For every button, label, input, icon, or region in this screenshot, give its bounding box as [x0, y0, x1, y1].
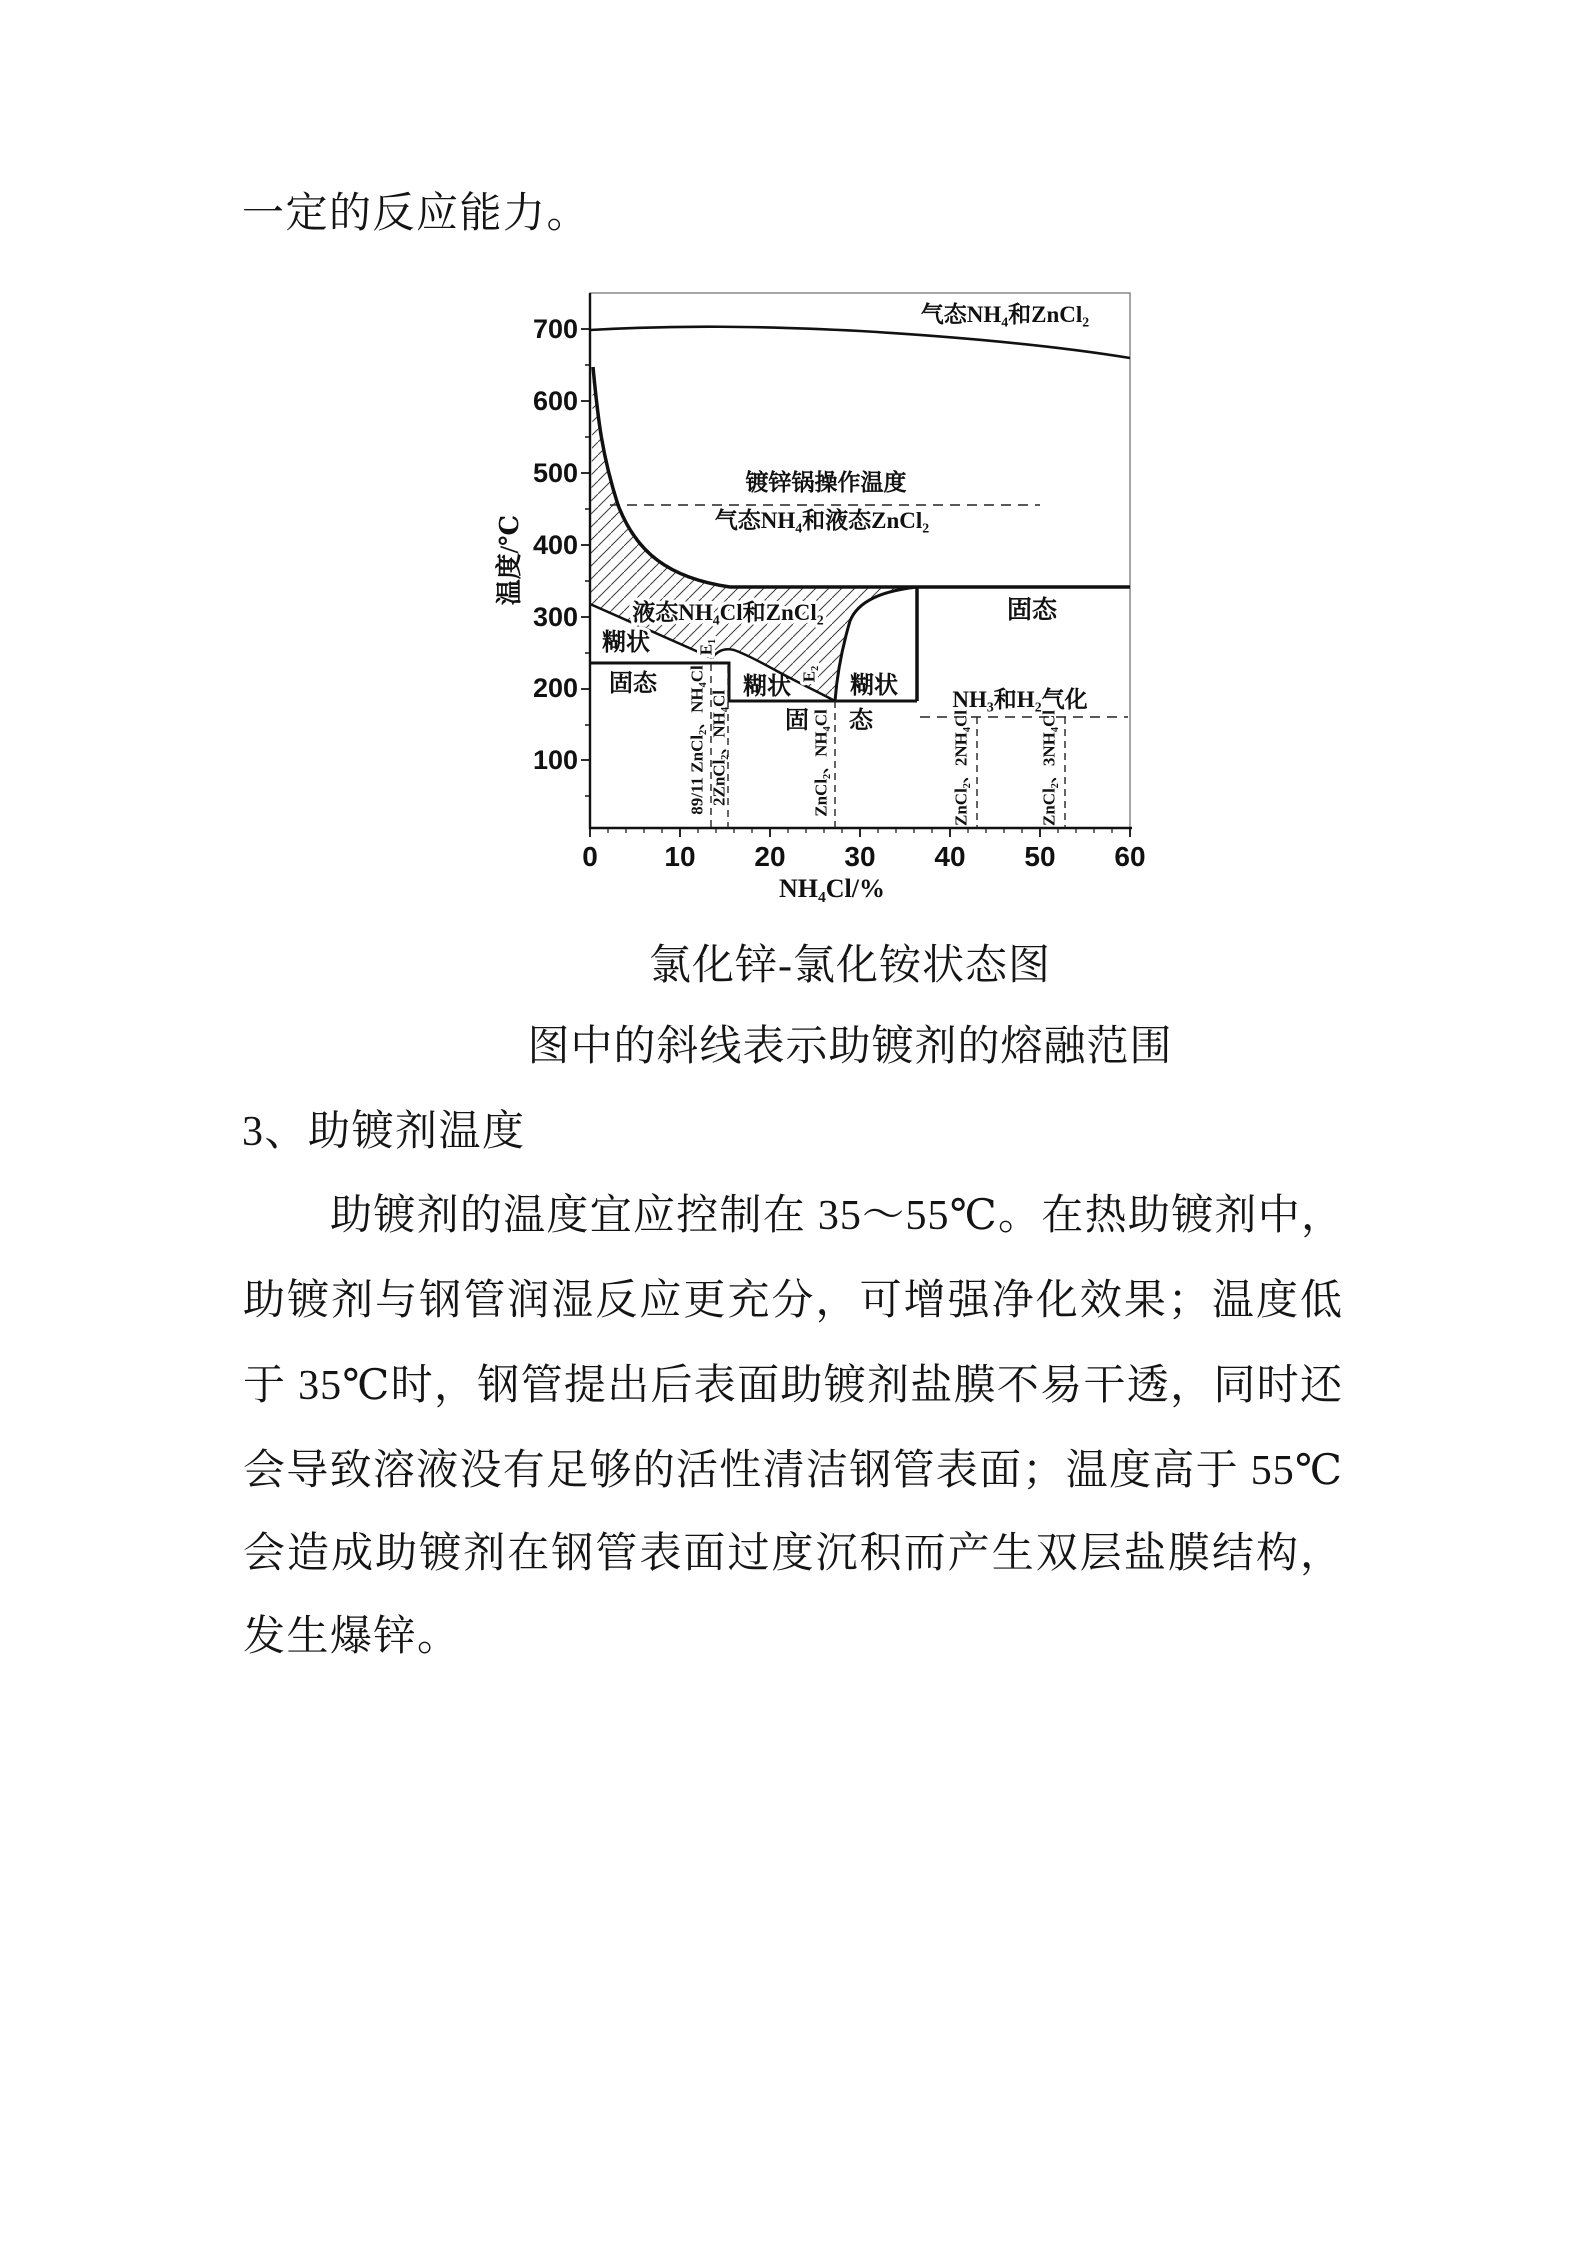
- label-composition-3: ZnCl₂、NH₄Cl: [811, 709, 831, 817]
- x-tick-50: 50: [1024, 841, 1056, 872]
- label-composition-2: 2ZnCl₂、NH₄Cl: [709, 690, 729, 806]
- paragraph-line: 助镀剂的温度宜应控制在 35～55℃。在热助镀剂中，: [330, 1193, 1344, 1239]
- label-gasification: NH₃和H₂气化: [952, 687, 1088, 712]
- label-liquid-region: 液态NH₄Cl和ZnCl₂: [632, 600, 824, 625]
- y-axis-major-ticks: [581, 329, 590, 760]
- label-paste-mid: 糊状: [743, 674, 791, 700]
- intro-text: 一定的反应能力。: [242, 191, 591, 237]
- label-paste-right: 糊状: [850, 673, 898, 699]
- paragraph-line: 会导致溶液没有足够的活性清洁钢管表面；温度高于 55℃: [243, 1448, 1343, 1494]
- y-tick-200: 200: [532, 673, 578, 703]
- label-solid-left: 固态: [609, 671, 657, 697]
- label-composition-4: ZnCl₂、2NH₄Cl: [951, 710, 971, 826]
- paragraph-line: 助镀剂与钢管润湿反应更充分，可增强净化效果；温度低: [243, 1278, 1343, 1324]
- figure-caption-note: 图中的斜线表示助镀剂的熔融范围: [527, 1024, 1173, 1070]
- y-tick-600: 600: [532, 386, 578, 416]
- paragraph-line: 会造成助镀剂在钢管表面过度沉积而产生双层盐膜结构，: [243, 1531, 1343, 1577]
- label-eutectic-e1: E₁: [696, 638, 716, 656]
- y-tick-700: 700: [532, 314, 578, 344]
- x-tick-30: 30: [844, 841, 876, 872]
- label-eutectic-e2: E₂: [799, 665, 819, 683]
- x-axis-title: NH₄Cl/%: [778, 874, 886, 903]
- paragraph-line: 于 35℃时，钢管提出后表面助镀剂盐膜不易干透，同时还: [243, 1363, 1343, 1409]
- figure-caption-title: 氯化锌-氯化铵状态图: [649, 943, 1051, 989]
- x-tick-20: 20: [754, 841, 786, 872]
- label-composition-1: 89/11 ZnCl₂、NH₄Cl: [687, 665, 707, 815]
- x-tick-40: 40: [934, 841, 966, 872]
- x-axis-major-ticks: [590, 828, 1130, 837]
- x-tick-10: 10: [664, 841, 696, 872]
- paragraph-line: 发生爆锌。: [243, 1614, 461, 1660]
- label-gas-liquid-region: 气态NH₄和液态ZnCl₂: [714, 508, 930, 533]
- y-tick-500: 500: [532, 458, 578, 488]
- x-tick-60: 60: [1114, 841, 1146, 872]
- label-solid-split-1: 固: [785, 708, 809, 734]
- y-tick-100: 100: [532, 745, 578, 775]
- label-operating-temp: 镀锌锅操作温度: [745, 470, 907, 495]
- label-composition-5: ZnCl₂、3NH₄Cl: [1039, 710, 1059, 826]
- gas-boundary-curve: [590, 327, 1130, 358]
- label-solid-right: 固态: [1006, 597, 1058, 624]
- label-paste-left: 糊状: [602, 630, 650, 656]
- y-tick-400: 400: [532, 530, 578, 560]
- x-tick-0: 0: [582, 841, 598, 872]
- phase-diagram-figure: [490, 280, 1150, 910]
- section-heading: 3、助镀剂温度: [242, 1109, 526, 1155]
- label-gas-region: 气态NH₄和ZnCl₂: [920, 302, 1090, 327]
- y-tick-300: 300: [532, 602, 578, 632]
- label-solid-split-2: 态: [849, 708, 873, 734]
- y-axis-title: 温度/℃: [495, 514, 524, 606]
